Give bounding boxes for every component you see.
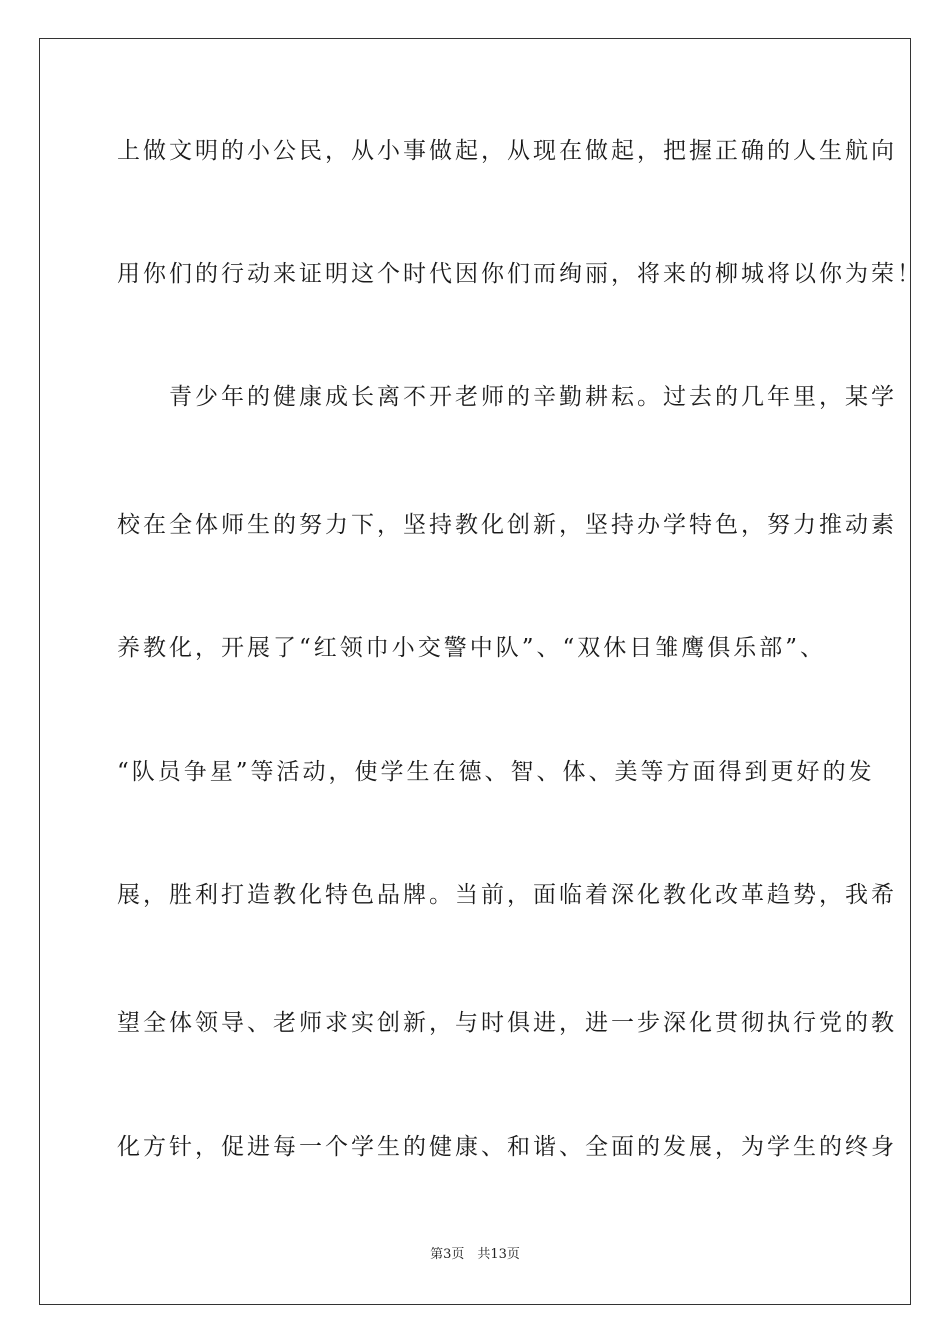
text-line: 用你们的行动来证明这个时代因你们而绚丽，将来的柳城将以你为荣！ — [117, 261, 923, 287]
text-line: 青少年的健康成长离不开老师的辛勤耕耘。过去的几年里，某学 — [117, 384, 897, 410]
page-number-footer: 第3页 共13页 — [430, 1247, 520, 1262]
text-line: 化方针，促进每一个学生的健康、和谐、全面的发展，为学生的终身 — [117, 1134, 897, 1160]
text-line: “队员争星”等活动，使学生在德、智、体、美等方面得到更好的发 — [117, 759, 875, 785]
text-line: 养教化，开展了“红领巾小交警中队”、“双休日雏鹰俱乐部”、 — [117, 635, 827, 661]
text-line: 上做文明的小公民，从小事做起，从现在做起，把握正确的人生航向 — [117, 138, 897, 164]
text-line: 校在全体师生的努力下，坚持教化创新，坚持办学特色，努力推动素 — [117, 512, 897, 538]
page-border — [39, 38, 911, 1305]
text-line: 望全体领导、老师求实创新，与时俱进，进一步深化贯彻执行党的教 — [117, 1010, 897, 1036]
text-line: 展，胜利打造教化特色品牌。当前，面临着深化教化改革趋势，我希 — [117, 882, 897, 908]
